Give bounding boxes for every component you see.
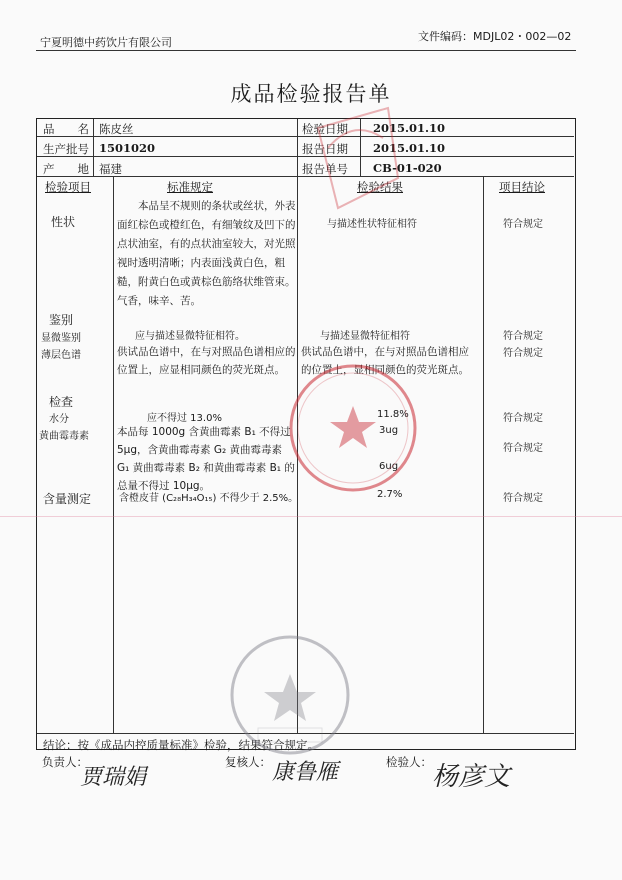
report-date-value: 2015.01.10 (373, 141, 446, 155)
character-standard: 本品呈不规则的条状或丝状，外表面红棕色或橙红色，有细皱纹及凹下的点状油室，有的点状油室较大，对光照视时透明清晰；内表面浅黄白色，粗糙，附黄白色或黄棕色筋络状维管束。气香，味辛、苦。 (117, 200, 296, 307)
tlc-standard: 供试品色谱中，在与对照品色谱相应的位置上，应显相同颜色的荧光斑点。 (117, 346, 296, 376)
tlc-conclusion: 符合规定 (503, 348, 543, 359)
col-header-item: 检验项目 (45, 180, 91, 194)
reviewer-signature: 康鲁雁 (272, 760, 339, 785)
aflatoxin-conclusion: 符合规定 (503, 443, 543, 454)
microscopic-label: 显微鉴别 (41, 333, 81, 344)
water-result: 11.8% (377, 409, 409, 420)
inspector-signature: 杨彦文 (432, 762, 511, 792)
check-label: 检查 (49, 395, 74, 409)
character-label: 性状 (51, 215, 76, 229)
col-divider (483, 176, 484, 733)
responsible-label: 负责人： (42, 755, 88, 769)
tlc-result: 供试品色谱中，在与对照品色谱相应的位置上，显相同颜色的荧光斑点。 (301, 346, 469, 376)
content-result: 2.7% (377, 489, 403, 500)
name-value: 陈皮丝 (99, 122, 134, 136)
content-standard: 含橙皮苷 (C₂₈H₃₄O₁₅) 不得少于 2.5%。 (119, 493, 299, 504)
file-code: 文件编码：MDJL02・002—02 (418, 30, 572, 43)
report-no-label: 报告单号 (302, 162, 348, 176)
company-name: 宁夏明德中药饮片有限公司 (40, 36, 172, 49)
water-standard: 应不得过 13.0% (147, 413, 222, 424)
batch-value: 1501020 (99, 141, 156, 155)
inspector-label: 检验人： (386, 755, 432, 769)
inspect-date-label: 检验日期 (302, 122, 348, 136)
red-seal-stamp (278, 88, 428, 558)
aflatoxin-standard: 本品每 1000g 含黄曲霉素 B₁ 不得过 5μg，含黄曲霉毒素 G₂ 黄曲霉毒素 G₁ 黄曲霉毒素 B₂ 和黄曲霉毒素 B₁ 的总量不得过 10μg。 (117, 426, 295, 492)
reviewer-label: 复核人： (225, 755, 271, 769)
microscopic-standard: 应与描述显微特征相符。 (135, 331, 245, 342)
col-header-result: 检验结果 (357, 180, 403, 194)
name-label: 品 名 (43, 122, 89, 136)
batch-label: 生产批号 (43, 142, 89, 156)
report-date-label: 报告日期 (302, 142, 348, 156)
aflatoxin-result-2: 6ug (379, 461, 399, 472)
page-title: 成品检验报告单 (230, 82, 392, 106)
aflatoxin-result-1: 3ug (379, 425, 399, 436)
col-divider (113, 176, 114, 733)
responsible-signature: 贾瑞娟 (80, 765, 147, 790)
character-result: 与描述性状特征相符 (327, 219, 417, 230)
origin-value: 福建 (99, 162, 122, 176)
header-divider (36, 50, 576, 51)
final-conclusion: 结论：按《成品内控质量标准》检验，结果符合规定。 (43, 738, 319, 752)
content-label: 含量测定 (43, 492, 92, 506)
col-header-standard: 标准规定 (167, 180, 213, 194)
water-conclusion: 符合规定 (503, 413, 543, 424)
report-no-value: CB-01-020 (373, 161, 442, 175)
origin-label: 产 地 (43, 162, 89, 176)
inspect-date-value: 2015.01.10 (373, 121, 446, 135)
identify-label: 鉴别 (49, 313, 74, 327)
water-label: 水分 (49, 414, 69, 425)
character-conclusion: 符合规定 (503, 219, 543, 230)
aflatoxin-label: 黄曲霉毒素 (39, 431, 89, 442)
content-conclusion: 符合规定 (503, 493, 543, 504)
grey-qc-seal (220, 630, 360, 760)
col-header-conclusion: 项目结论 (499, 180, 545, 194)
microscopic-result: 与描述显微特征相符 (320, 331, 410, 342)
tlc-label: 薄层色谱 (41, 350, 81, 361)
microscopic-conclusion: 符合规定 (503, 331, 543, 342)
col-divider (93, 119, 94, 176)
